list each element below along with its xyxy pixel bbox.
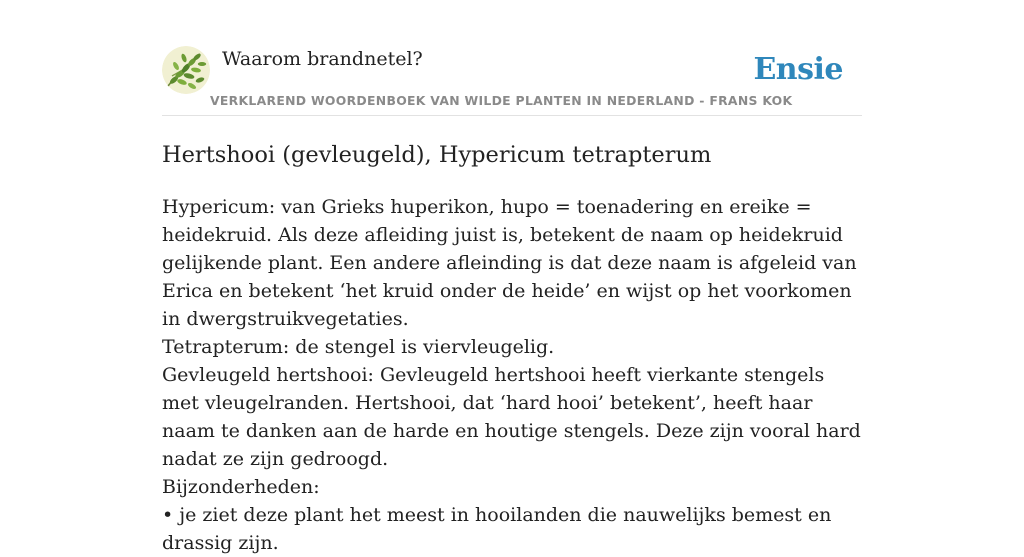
article-title: Hertshooi (gevleugeld), Hypericum tetrapterum	[162, 142, 712, 168]
ensie-logo[interactable]: Ensie	[753, 52, 843, 87]
paragraph: Hypericum: van Grieks huperikon, hupo = toenadering en ereike = heidekruid. Als deze afleiding juist is, betekent de naam op heidekruid gelijkende plant. Een andere afleinding is dat deze naam is afgeleid van Erica en betekent ‘het kruid onder de heide’ en wijst op het voorkomen in dwergstruikvegetaties.	[162, 196, 857, 330]
paragraph: Bijzonderheden:	[162, 476, 320, 498]
paragraph: Tetrapterum: de stengel is viervleugelig.	[162, 336, 555, 358]
source-label: VERKLAREND WOORDENBOEK VAN WILDE PLANTEN IN NEDERLAND - FRANS KOK	[210, 93, 793, 108]
article-body	[162, 193, 867, 557]
paragraph: • je ziet deze plant het meest in hooilanden die nauwelijks bemest en drassig zijn.	[162, 504, 832, 554]
article-card	[162, 46, 862, 554]
paragraph: Gevleugeld hertshooi: Gevleugeld hertshooi heeft vierkante stengels met vleugelranden. Hertshooi, dat ‘hard hooi’ betekent’, heeft haar naam te danken aan de harde en houtige stengels. Deze zijn vooral hard nadat ze zijn gedroogd.	[162, 364, 861, 470]
question-title[interactable]: Waarom brandnetel?	[222, 48, 423, 70]
header	[162, 46, 862, 116]
leaf-icon	[162, 46, 210, 94]
